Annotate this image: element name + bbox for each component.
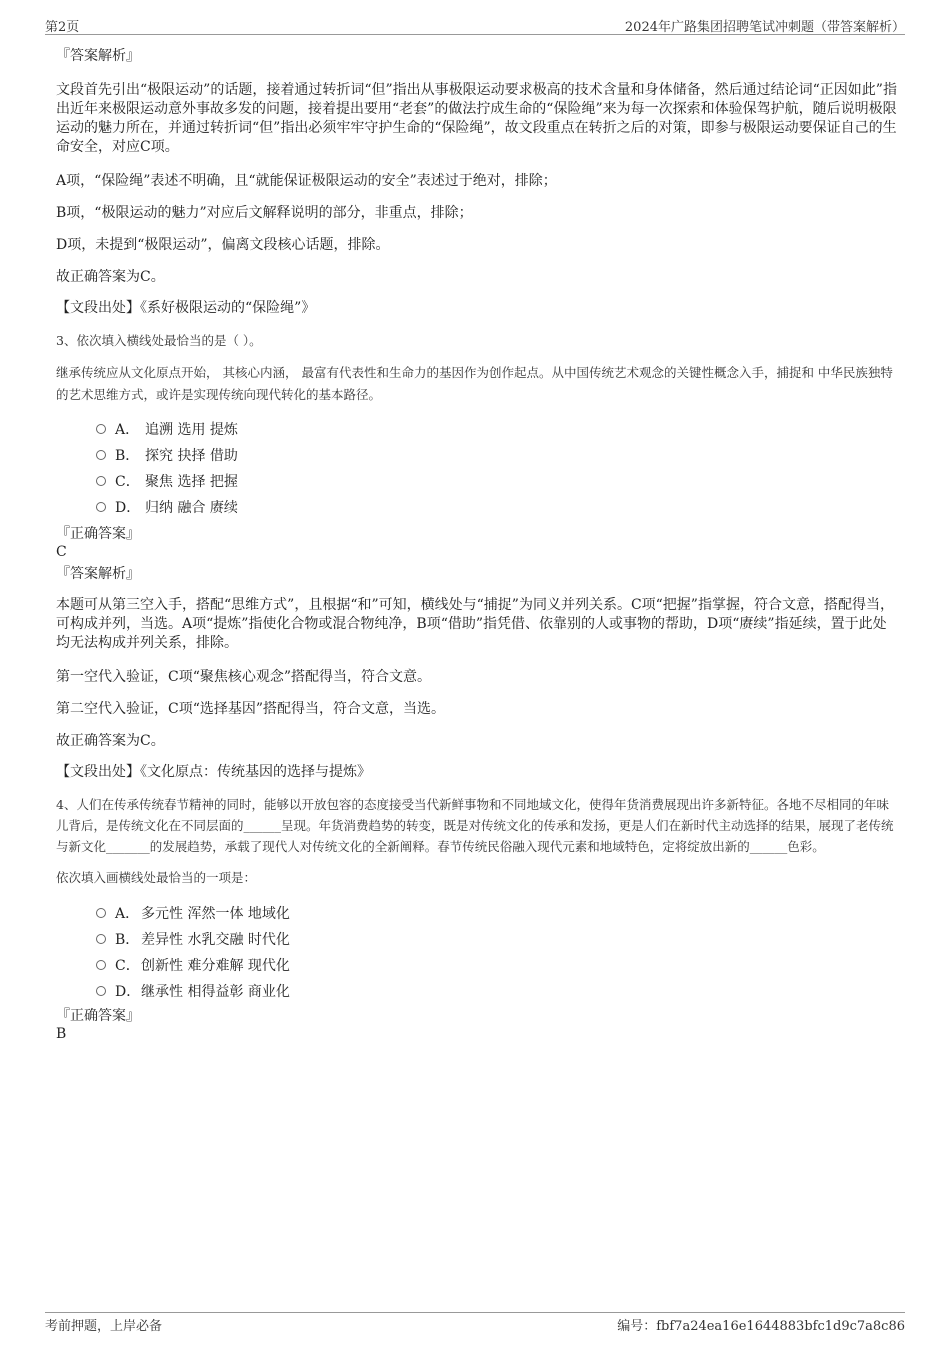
option-d[interactable]: D．继承性 相得益彰 商业化 (96, 979, 898, 1005)
conclusion: 故正确答案为C。 (56, 733, 165, 749)
source-citation: 【文段出处】《系好极限运动的“保险绳”》 (56, 300, 316, 316)
verify-blank-2: 第二空代入验证，C项“选择基因”搭配得当，符合文意，当选。 (56, 701, 446, 717)
correct-answer: B (56, 1026, 67, 1042)
page-header (45, 16, 905, 35)
analysis-text: 本题可从第三空入手，搭配“思维方式”，且根据“和”可知，横线处与“捕捉”为同义并列关系。C项“把握”指掌握，符合文意，搭配得当，可构成并列，当选。A项“提炼”指使化合物或混合物纯净，B项“借助”指凭借、依靠别的人或事物的帮助，D项“赓续”指延续，置于此处均无法构成并列关系，排除。 (56, 597, 894, 651)
correct-answer: C (56, 544, 67, 560)
option-b[interactable]: B． 差异性 水乳交融 时代化 (96, 927, 898, 953)
analysis-label: 『答案解析』 (56, 566, 140, 582)
radio-icon[interactable] (96, 450, 106, 460)
question-4-passage: 4、人们在传承传统春节精神的同时，能够以开放包容的态度接受当代新鲜事物和不同地域文化，使得年货消费展现出许多新特征。各地不尽相同的年味儿背后，是传统文化在不同层面的______呈现。年货消费趋势的转变，既是对传统文化的传承和发扬，更是人们在新时代主动选择的结果，展现了老传统与新文化_______的发展趋势，承载了现代人对传统文化的全新阐释。春节传统民俗融入现代元素和地域特色，定将绽放出新的______色彩。 (56, 797, 894, 854)
verify-blank-1: 第一空代入验证，C项“聚焦核心观念”搭配得当，符合文意。 (56, 669, 432, 685)
radio-icon[interactable] (96, 476, 106, 486)
analysis-text: 文段首先引出“极限运动”的话题，接着通过转折词“但”指出从事极限运动要求极高的技术含量和身体储备，然后通过结论词“正因如此”指出近年来极限运动意外事故多发的问题，接着提出要用“老套”的做法拧成生命的“保险绳”来为每一次探索和体验保驾护航，随后说明极限运动的魅力所在，并通过转折词“但”指出必须牢牢守护生命的“保险绳”，故文段重点在转折之后的对策，即参与极限运动要保证自己的生命安全，对应C项。 (56, 82, 897, 155)
footer-slogan: 考前押题，上岸必备 (45, 1319, 163, 1334)
conclusion: 故正确答案为C。 (56, 269, 165, 285)
source-citation: 【文段出处】《文化原点：传统基因的选择与提炼》 (56, 764, 371, 780)
option-d-note: D项，未提到“极限运动”，偏离文段核心话题，排除。 (56, 237, 390, 253)
question-4-options (56, 901, 898, 1005)
question-4-title: 依次填入画横线处最恰当的一项是： (56, 870, 257, 885)
analysis-label: 『答案解析』 (56, 48, 140, 64)
option-c[interactable]: C． 聚焦 选择 把握 (96, 469, 898, 495)
page-content (56, 46, 898, 1043)
radio-icon[interactable] (96, 986, 106, 996)
question-3-title: 3、依次填入横线处最恰当的是（ ）。 (56, 333, 262, 348)
option-c[interactable]: C．创新性 难分难解 现代化 (96, 953, 898, 979)
document-id: 编号：fbf7a24ea16e1644883bfc1d9c7a8c86 (617, 1319, 905, 1334)
option-a[interactable]: A． 多元性 浑然一体 地域化 (96, 901, 898, 927)
option-a-note: A项，“保险绳”表述不明确，且“就能保证极限运动的安全”表述过于绝对，排除； (56, 173, 557, 189)
radio-icon[interactable] (96, 424, 106, 434)
radio-icon[interactable] (96, 960, 106, 970)
option-b[interactable]: B． 探究 抉择 借助 (96, 443, 898, 469)
radio-icon[interactable] (96, 934, 106, 944)
question-3-passage: 继承传统应从文化原点开始， 其核心内涵， 最富有代表性和生命力的基因作为创作起点。从中国传统艺术观念的关键性概念入手，捕捉和 中华民族独特的艺术思维方式，或许是实现传统向现代转化的基本路径。 (56, 365, 893, 402)
correct-answer-label: 『正确答案』 (56, 526, 140, 542)
radio-icon[interactable] (96, 502, 106, 512)
question-3-options (56, 417, 898, 521)
option-b-note: B项，“极限运动的魅力”对应后文解释说明的部分，非重点，排除； (56, 205, 473, 221)
page-footer (45, 1312, 905, 1335)
option-d[interactable]: D． 归纳 融合 赓续 (96, 495, 898, 521)
document-title: 2024年广路集团招聘笔试冲刺题（带答案解析） (624, 20, 905, 35)
radio-icon[interactable] (96, 908, 106, 918)
correct-answer-label: 『正确答案』 (56, 1008, 140, 1024)
option-a[interactable]: A． 追溯 选用 提炼 (96, 417, 898, 443)
page-number: 第2页 (45, 20, 80, 35)
